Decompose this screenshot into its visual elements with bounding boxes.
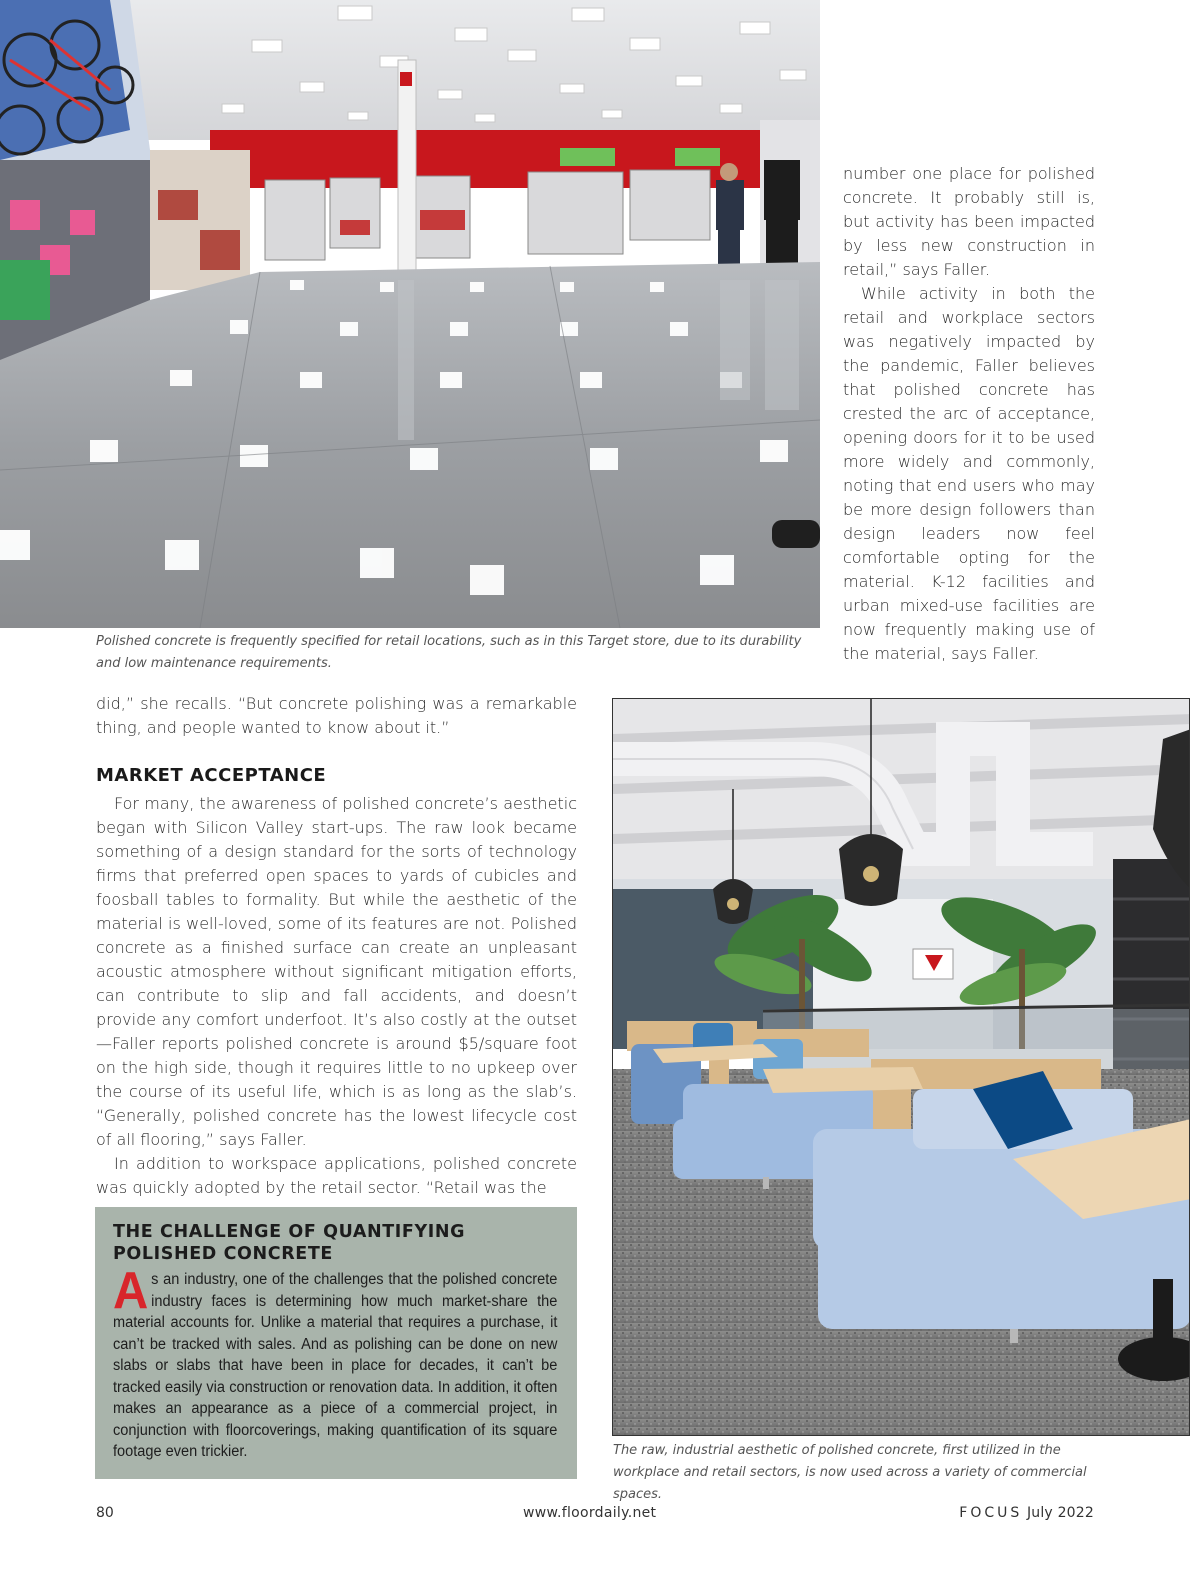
sidebar-body-text: s an industry, one of the challenges that the polished concrete industry faces is determining how much market-share the material accounts for. Unlike a material that requires a purchase, it can’t be tracked with sales. And as polishing can be done on new slabs or slabs that have been in place for decades, it can’t be tracked easily via construction or renovation data. In addition, it often makes an appearance as a piece of a commercial project, in conjunction with floorcoverings, making quantification of its square footage even trickier. <box>113 1271 558 1460</box>
footer-issue <box>959 1505 1094 1521</box>
sidebar-title: THE CHALLENGE OF QUANTIFYING POLISHED CONCRETE <box>113 1222 466 1264</box>
left-column <box>96 692 577 1200</box>
photo-caption-office: The raw, industrial aesthetic of polished concrete, first utilized in the workplace and retail sectors, is now used across a variety of commercial spaces. <box>613 1443 1087 1502</box>
body-paragraph: did,” she recalls. “But concrete polishing was a remarkable thing, and people wanted to know about it.” <box>96 694 577 737</box>
section-heading: MARKET ACCEPTANCE <box>96 765 327 786</box>
footer-url[interactable]: www.floordaily.net <box>523 1505 657 1521</box>
body-paragraph: In addition to workspace applications, polished concrete was quickly adopted by the retail sector. “Retail was the <box>96 1154 577 1197</box>
office-lounge-photo <box>612 698 1190 1436</box>
body-paragraph: While activity in both the retail and workplace sectors was negatively impacted by the pandemic, Faller believes that polished concrete has crested the arc of acceptance, opening doors for it to be used more widely and commonly, noting that end users who may be more design followers than design leaders now feel comfortable opting for the material. K-12 facilities and urban mixed-use facilities are now frequently making use of the material, says Faller. <box>843 284 1095 663</box>
magazine-name: FOCUS <box>959 1505 1023 1521</box>
body-paragraph: For many, the awareness of polished concrete’s aesthetic began with Silicon Valley start-ups. The raw look became something of a design standard for the sorts of technology firms that preferred open spaces to yards of cubicles and foosball tables to formality. But while the aesthetic of the material is well-loved, some of its features are not. Polished concrete as a finished surface can create an unpleasant acoustic atmosphere without significant mitigation efforts, can contribute to slip and fall accidents, and doesn’t provide any comfort underfoot. It’s also costly at the outset—Faller reports polished concrete is around $5/square foot on the high side, though it requires little to no upkeep over the course of its useful life, which is as long as the slab’s. “Generally, polished concrete has the lowest lifecycle cost of all flooring,” says Faller. <box>96 794 577 1149</box>
sidebar-box <box>95 1207 577 1479</box>
page-number: 80 <box>96 1505 114 1521</box>
issue-date: July 2022 <box>1026 1505 1094 1521</box>
retail-store-photo <box>0 0 820 628</box>
right-column <box>843 162 1095 666</box>
photo-caption-retail: Polished concrete is frequently specified for retail locations, such as in this Target store, due to its durability and low maintenance requirements. <box>96 634 802 671</box>
body-paragraph: number one place for polished concrete. It probably still is, but activity has been impacted by less new construction in retail,” says Faller. <box>843 164 1095 279</box>
sidebar-body <box>113 1262 558 1463</box>
drop-cap: A <box>113 1262 149 1320</box>
